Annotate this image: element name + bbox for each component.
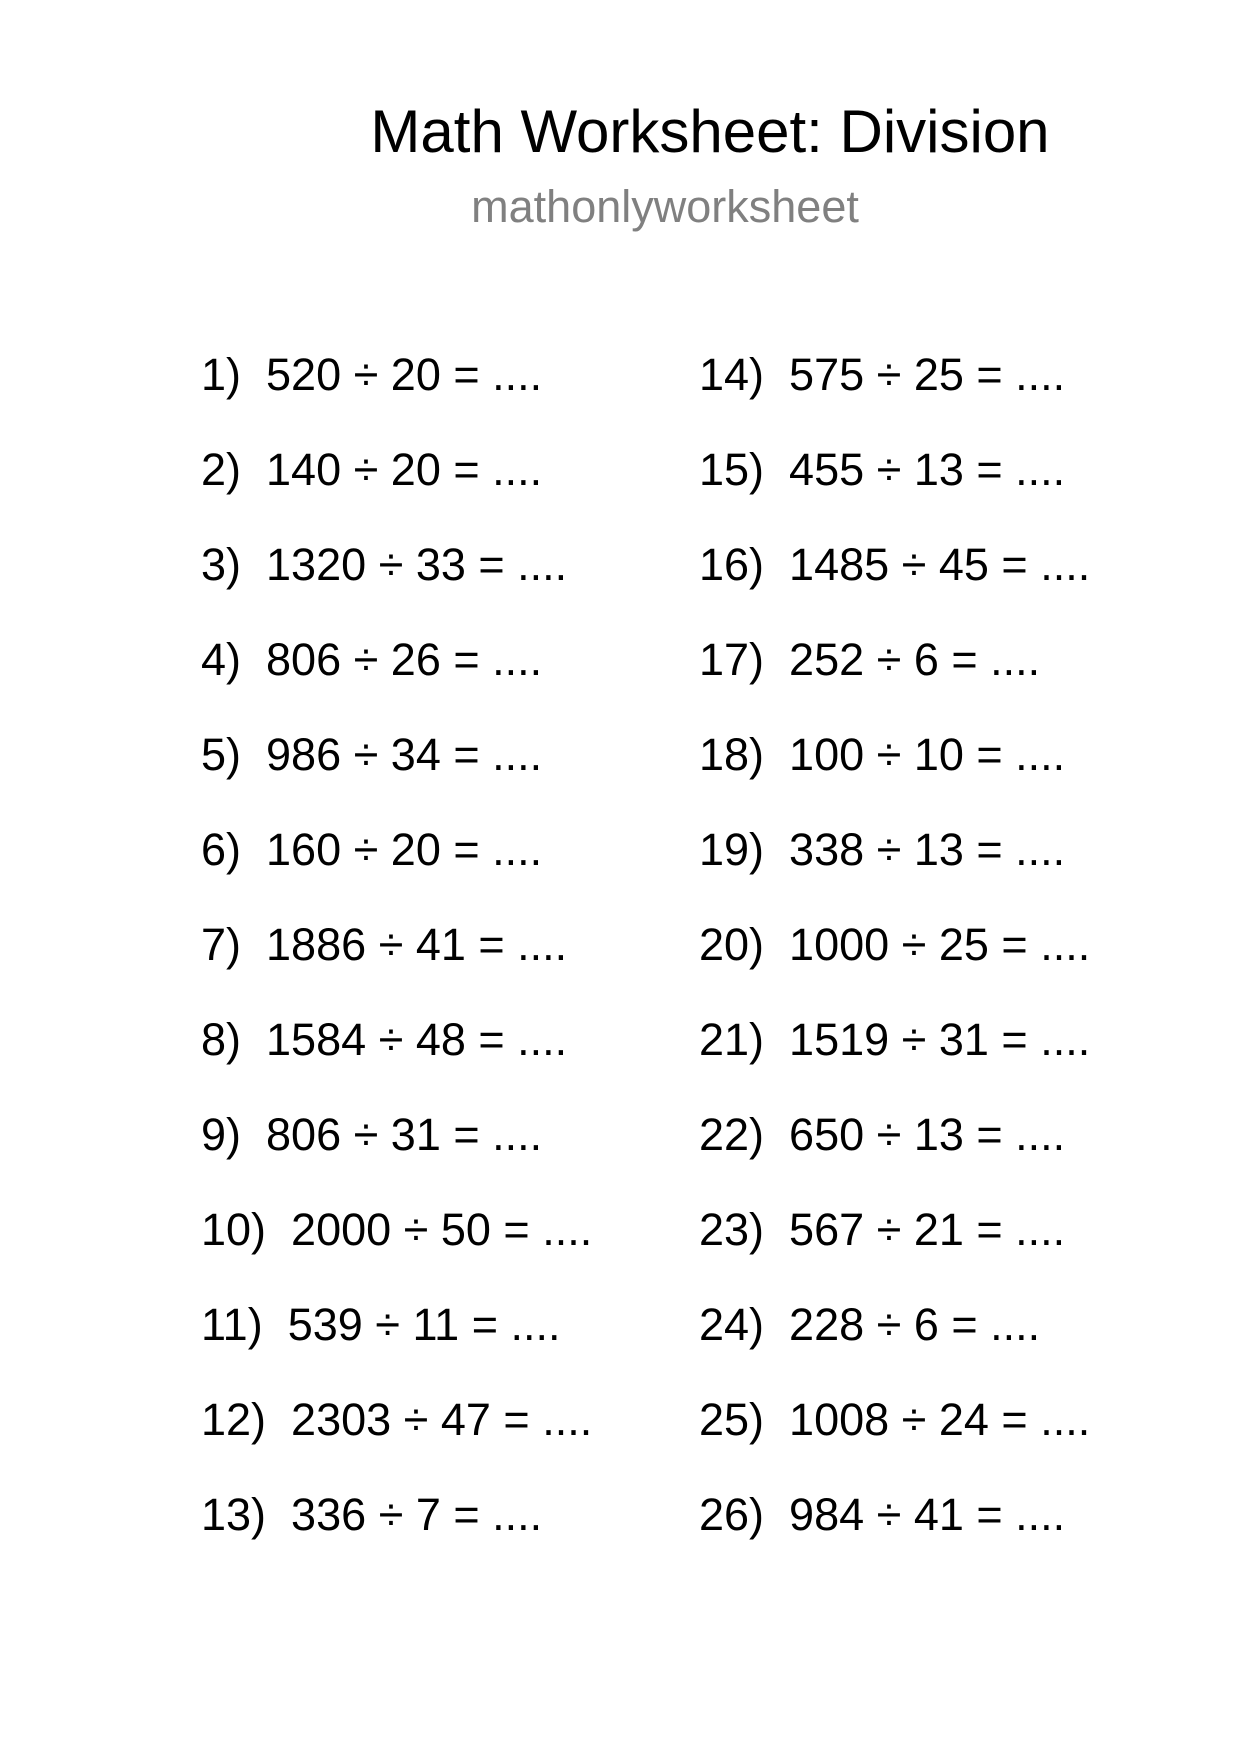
problem-number: 13) (201, 1489, 267, 1540)
problem-expression: 539 ÷ 11 = .... (287, 1299, 561, 1350)
problem-number: 16) (699, 539, 765, 590)
problem-item (699, 1298, 1090, 1393)
problem-number: 8) (201, 1014, 242, 1065)
problem-expression: 520 ÷ 20 = .... (266, 349, 543, 400)
problem-item (699, 1393, 1090, 1488)
problem-column-right (699, 348, 1090, 1583)
problem-number: 5) (201, 729, 242, 780)
problem-item (699, 538, 1090, 633)
problem-expression: 1584 ÷ 48 = .... (266, 1014, 568, 1065)
problem-expression: 1008 ÷ 24 = .... (789, 1394, 1091, 1445)
problem-number: 20) (699, 919, 765, 970)
problem-expression: 1519 ÷ 31 = .... (789, 1014, 1091, 1065)
problem-item (201, 1488, 592, 1583)
problem-expression: 1886 ÷ 41 = .... (266, 919, 568, 970)
problem-expression: 1320 ÷ 33 = .... (266, 539, 568, 590)
problem-expression: 806 ÷ 26 = .... (266, 634, 543, 685)
problem-number: 3) (201, 539, 242, 590)
problem-item (201, 1108, 592, 1203)
problem-expression: 228 ÷ 6 = .... (789, 1299, 1041, 1350)
problem-item (201, 918, 592, 1013)
problem-expression: 160 ÷ 20 = .... (266, 824, 543, 875)
problem-item (699, 1488, 1090, 1583)
worksheet-subtitle: mathonlyworksheet (471, 181, 859, 232)
problem-expression: 252 ÷ 6 = .... (789, 634, 1041, 685)
problem-expression: 650 ÷ 13 = .... (789, 1109, 1066, 1160)
problem-number: 18) (699, 729, 765, 780)
problem-item (201, 1203, 592, 1298)
problem-number: 14) (699, 349, 765, 400)
problem-expression: 575 ÷ 25 = .... (789, 349, 1066, 400)
problem-item (201, 1393, 592, 1488)
problem-number: 2) (201, 444, 242, 495)
problem-item (699, 823, 1090, 918)
problem-list (0, 348, 1240, 1588)
problem-number: 9) (201, 1109, 242, 1160)
problem-expression: 806 ÷ 31 = .... (266, 1109, 543, 1160)
problem-expression: 455 ÷ 13 = .... (789, 444, 1066, 495)
problem-number: 24) (699, 1299, 765, 1350)
problem-item (201, 348, 592, 443)
worksheet-title: Math Worksheet: Division (370, 98, 1050, 165)
problem-item (201, 823, 592, 918)
problem-number: 4) (201, 634, 242, 685)
problem-number: 21) (699, 1014, 765, 1065)
problem-item (699, 633, 1090, 728)
problem-item (699, 918, 1090, 1013)
problem-number: 22) (699, 1109, 765, 1160)
problem-expression: 338 ÷ 13 = .... (789, 824, 1066, 875)
problem-expression: 2000 ÷ 50 = .... (291, 1204, 593, 1255)
problem-number: 23) (699, 1204, 765, 1255)
problem-item (699, 1013, 1090, 1108)
problem-expression: 2303 ÷ 47 = .... (291, 1394, 593, 1445)
problem-number: 25) (699, 1394, 765, 1445)
problem-item (699, 728, 1090, 823)
problem-expression: 986 ÷ 34 = .... (266, 729, 543, 780)
problem-item (699, 348, 1090, 443)
problem-number: 6) (201, 824, 242, 875)
problem-item (201, 1013, 592, 1108)
problem-expression: 567 ÷ 21 = .... (789, 1204, 1066, 1255)
problem-number: 7) (201, 919, 242, 970)
problem-number: 17) (699, 634, 765, 685)
problem-number: 15) (699, 444, 765, 495)
problem-number: 26) (699, 1489, 765, 1540)
problem-expression: 100 ÷ 10 = .... (789, 729, 1066, 780)
problem-item (699, 1108, 1090, 1203)
problem-item (201, 538, 592, 633)
problem-item (201, 728, 592, 823)
problem-expression: 984 ÷ 41 = .... (789, 1489, 1066, 1540)
problem-expression: 1000 ÷ 25 = .... (789, 919, 1091, 970)
problem-number: 1) (201, 349, 242, 400)
problem-expression: 140 ÷ 20 = .... (266, 444, 543, 495)
problem-expression: 336 ÷ 7 = .... (291, 1489, 543, 1540)
problem-item (201, 633, 592, 728)
problem-item (699, 1203, 1090, 1298)
problem-number: 11) (201, 1299, 263, 1350)
problem-number: 19) (699, 824, 765, 875)
problem-item (201, 1298, 592, 1393)
problem-number: 10) (201, 1204, 267, 1255)
problem-item (201, 443, 592, 538)
problem-item (699, 443, 1090, 538)
problem-column-left (201, 348, 592, 1583)
problem-number: 12) (201, 1394, 267, 1445)
problem-expression: 1485 ÷ 45 = .... (789, 539, 1091, 590)
